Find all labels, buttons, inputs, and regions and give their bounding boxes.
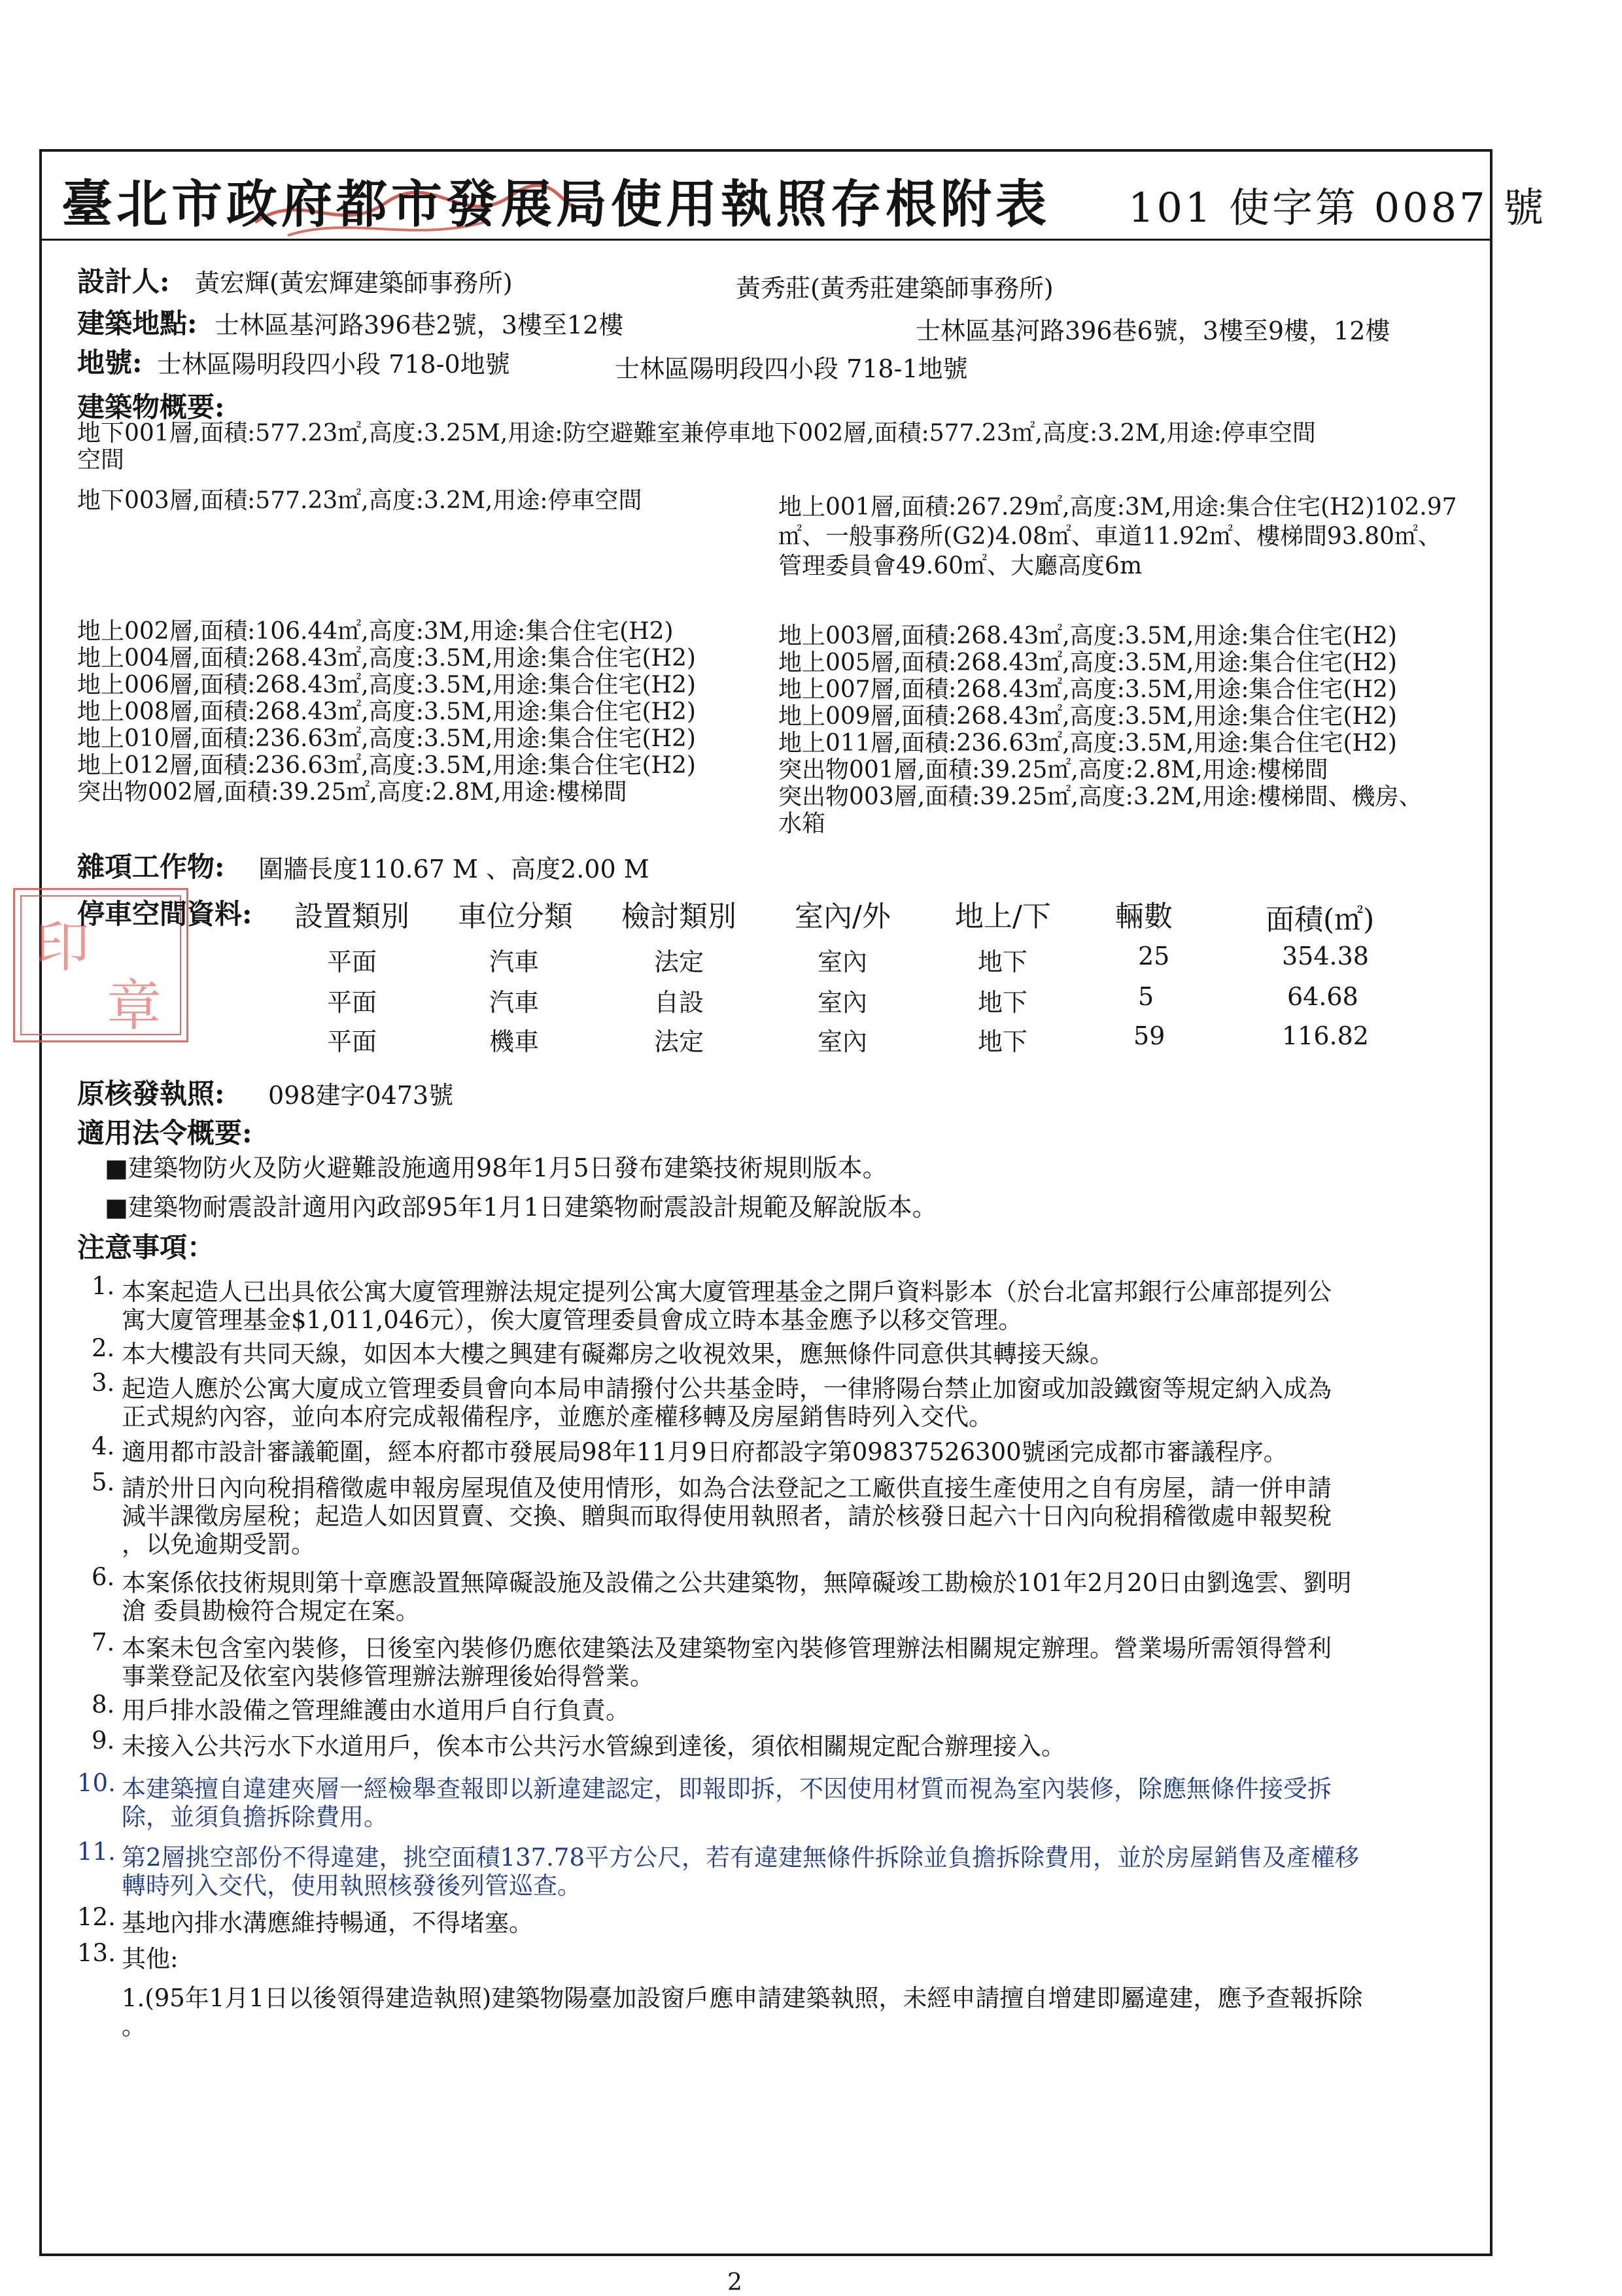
floor-left-2: 地上006層,面積:268.43㎡,高度:3.5M,用途:集合住宅(H2) [77, 672, 696, 698]
parking-label: 停車空間資料: [77, 898, 252, 930]
note-2-num: 2. [92, 1334, 115, 1362]
overview-label: 建築物概要: [77, 391, 225, 423]
parking-r3-c1: 平面 [327, 1027, 377, 1056]
ground-001-line-3: 管理委員會49.60㎡、大廳高度6m [778, 553, 1143, 579]
parking-r3-c2: 機車 [489, 1027, 540, 1056]
designer-name-2: 黃秀莊(黃秀莊建築師事務所) [736, 274, 1054, 303]
parking-r2-c6: 5 [1138, 982, 1154, 1011]
parking-r2-c2: 汽車 [489, 988, 540, 1017]
parking-r2-c7: 64.68 [1287, 982, 1358, 1011]
floor-left-3: 地上008層,面積:268.43㎡,高度:3.5M,用途:集合住宅(H2) [77, 698, 696, 725]
ground-001-line-1: 地上001層,面積:267.29㎡,高度:3M,用途:集合住宅(H2)102.97 [778, 494, 1457, 521]
basement-003: 地下003層,面積:577.23㎡,高度:3.2M,用途:停車空間 [77, 487, 642, 514]
lot-number-2: 士林區陽明段四小段 718-1地號 [615, 354, 968, 383]
parking-header-type: 設置類別 [294, 900, 409, 933]
location-label: 建築地點: [77, 307, 198, 339]
lot-label: 地號: [77, 347, 143, 379]
parking-r3-c3: 法定 [654, 1027, 704, 1056]
notes-label: 注意事項： [77, 1231, 215, 1263]
parking-r2-c3: 自設 [654, 988, 704, 1017]
official-seal-stamp: 印 章 [13, 888, 188, 1042]
page-number: 2 [727, 2269, 742, 2296]
basement-001-002: 地下001層,面積:577.23㎡,高度:3.25M,用途:防空避難室兼停車地下002層,面積:577.23㎡,高度:3.2M,用途:停車空間 [77, 420, 1316, 447]
note-1-num: 1. [92, 1272, 115, 1300]
note-6-line-2: 滄 委員勘檢符合規定在案。 [122, 1597, 420, 1625]
law-item-2: ■建築物耐震設計適用內政部95年1月1日建築物耐震設計規範及解說版本。 [105, 1193, 937, 1222]
note-13-line-3: 。 [122, 2012, 146, 2040]
law-item-1: ■建築物防火及防火避難設施適用98年1月5日發布建築技術規則版本。 [105, 1154, 888, 1182]
parking-header-class: 車位分類 [458, 900, 573, 933]
parking-header-area: 面積(㎡) [1266, 903, 1375, 936]
note-4-num: 4. [92, 1432, 115, 1460]
note-13-num: 13. [77, 1939, 116, 1967]
parking-r3-c5: 地下 [978, 1027, 1028, 1056]
parking-r1-c4: 室內 [818, 948, 868, 976]
parking-header-indoor: 室內/外 [795, 900, 891, 933]
note-6-num: 6. [92, 1563, 115, 1591]
note-3-line-1: 起造人應於公寓大廈成立管理委員會向本局申請撥付公共基金時，一律將陽台禁止加窗或加設鐵窗等規定納入成為 [122, 1375, 1332, 1403]
ground-001-line-2: ㎡、一般事務所(G2)4.08㎡、車道11.92㎡、樓梯間93.80㎡、 [778, 523, 1442, 550]
parking-r1-c2: 汽車 [489, 948, 540, 976]
parking-r3-c7: 116.82 [1282, 1021, 1369, 1050]
note-5-line-2: 減半課徵房屋稅；起造人如因買賣、交換、贈與而取得使用執照者，請於核發日起六十日內向稅捐稽徵處申報契稅 [122, 1502, 1332, 1530]
parking-r1-c6: 25 [1138, 942, 1170, 970]
note-6-line-1: 本案係依技術規則第十章應設置無障礙設施及設備之公共建築物，無障礙竣工勘檢於101年2月20日由劉逸雲、劉明 [122, 1569, 1352, 1597]
note-11-line-1: 第2層挑空部份不得違建，挑空面積137.78平方公尺，若有違建無條件拆除並負擔拆除費用，並於房屋銷售及產權移 [122, 1843, 1360, 1872]
note-11-num: 11. [77, 1838, 116, 1866]
parking-r1-c7: 354.38 [1282, 942, 1369, 970]
note-13-line-2: 1.(95年1月1日以後領得建造執照)建築物陽臺加設窗戶應申請建築執照，未經申請擅自增建即屬違建，應予查報拆除 [122, 1984, 1363, 2012]
floor-left-5: 地上012層,面積:236.63㎡,高度:3.5M,用途:集合住宅(H2) [77, 752, 696, 779]
parking-r2-c4: 室內 [818, 988, 868, 1017]
note-9-num: 9. [92, 1726, 115, 1755]
location-address-1: 士林區基河路396巷2號，3樓至12樓 [215, 311, 624, 339]
designer-label: 設計人: [77, 266, 170, 298]
note-13-line-1: 其他: [122, 1945, 179, 1973]
note-7-line-2: 事業登記及依室內裝修管理辦法辦理後始得營業。 [122, 1662, 654, 1690]
note-10-line-2: 除，並須負擔拆除費用。 [122, 1803, 388, 1831]
note-8-num: 8. [92, 1690, 115, 1719]
floor-right-0: 地上003層,面積:268.43㎡,高度:3.5M,用途:集合住宅(H2) [778, 623, 1397, 649]
parking-r1-c1: 平面 [327, 948, 377, 976]
note-8-line-1: 用戶排水設備之管理維護由水道用戶自行負責。 [122, 1696, 630, 1724]
parking-r1-c3: 法定 [654, 948, 704, 976]
floor-right-4: 地上011層,面積:236.63㎡,高度:3.5M,用途:集合住宅(H2) [778, 730, 1397, 757]
parking-header-count: 輛數 [1115, 900, 1173, 933]
floor-right-6: 突出物003層,面積:39.25㎡,高度:3.2M,用途:樓梯間、機房、 [778, 783, 1423, 810]
location-address-2: 士林區基河路396巷6號，3樓至9樓，12樓 [916, 317, 1390, 345]
note-10-num: 10. [77, 1769, 116, 1797]
note-12-line-1: 基地內排水溝應維持暢通，不得堵塞。 [122, 1909, 533, 1937]
parking-r3-c6: 59 [1133, 1021, 1165, 1050]
laws-label: 適用法令概要: [77, 1117, 252, 1149]
parking-r2-c1: 平面 [327, 988, 377, 1017]
misc-label: 雜項工作物: [77, 851, 225, 883]
basement-cont: 空間 [77, 447, 125, 473]
note-7-num: 7. [92, 1628, 115, 1656]
note-5-num: 5. [92, 1468, 115, 1496]
floor-left-4: 地上010層,面積:236.63㎡,高度:3.5M,用途:集合住宅(H2) [77, 725, 696, 752]
note-5-line-3: ，以免逾期受罰。 [122, 1530, 315, 1558]
floor-left-1: 地上004層,面積:268.43㎡,高度:3.5M,用途:集合住宅(H2) [77, 645, 696, 672]
misc-value: 圍牆長度110.67 M 、高度2.00 M [258, 855, 649, 883]
lot-number-1: 士林區陽明段四小段 718-0地號 [157, 350, 510, 379]
floor-right-1: 地上005層,面積:268.43㎡,高度:3.5M,用途:集合住宅(H2) [778, 649, 1397, 676]
floor-left-6: 突出物002層,面積:39.25㎡,高度:2.8M,用途:樓梯間 [77, 779, 627, 806]
floor-right-7: 水箱 [778, 810, 826, 837]
floor-right-3: 地上009層,面積:268.43㎡,高度:3.5M,用途:集合住宅(H2) [778, 703, 1397, 730]
parking-header-level: 地上/下 [955, 900, 1051, 933]
original-permit-value: 098建字0473號 [268, 1081, 454, 1110]
note-2-line-1: 本大樓設有共同天線，如因本大樓之興建有礙鄰房之收視效果，應無條件同意供其轉接天線。 [122, 1340, 1114, 1368]
floor-left-0: 地上002層,面積:106.44㎡,高度:3M,用途:集合住宅(H2) [77, 618, 674, 645]
note-10-line-1: 本建築擅自違建夾層一經檢舉查報即以新違建認定，即報即拆，不因使用材質而視為室內裝修，除應無條件接受拆 [122, 1775, 1332, 1803]
parking-r2-c5: 地下 [978, 988, 1028, 1017]
note-4-line-1: 適用都市設計審議範圍，經本府都市發展局98年11月9日府都設字第09837526300號函完成都市審議程序。 [122, 1438, 1288, 1466]
note-11-line-2: 轉時列入交代，使用執照核發後列管巡查。 [122, 1872, 581, 1900]
floor-right-5: 突出物001層,面積:39.25㎡,高度:2.8M,用途:樓梯間 [778, 757, 1328, 783]
parking-header-review: 檢討類別 [621, 900, 736, 933]
note-7-line-1: 本案未包含室內裝修，日後室內裝修仍應依建築法及建築物室內裝修管理辦法相關規定辦理。營業場所需領得營利 [122, 1634, 1332, 1662]
note-5-line-1: 請於卅日內向稅捐稽徵處申報房屋現值及使用情形，如為合法登記之工廠供直接生產使用之自有房屋，請一併申請 [122, 1474, 1332, 1502]
parking-r1-c5: 地下 [978, 948, 1028, 976]
note-3-num: 3. [92, 1369, 115, 1397]
note-1-line-1: 本案起造人已出具依公寓大廈管理辦法規定提列公寓大廈管理基金之開戶資料影本（於台北富邦銀行公庫部提列公 [122, 1278, 1332, 1306]
parking-r3-c4: 室內 [818, 1027, 868, 1056]
designer-name-1: 黃宏輝(黃宏輝建築師事務所) [195, 269, 513, 298]
note-1-line-2: 寓大廈管理基金$1,011,046元），俟大廈管理委員會成立時本基金應予以移交管理。 [122, 1306, 1023, 1334]
original-permit-label: 原核發執照: [77, 1078, 225, 1110]
page-title: 臺北市政府都市發展局使用執照存根附表 [61, 175, 1051, 234]
note-12-num: 12. [77, 1903, 116, 1931]
floor-right-2: 地上007層,面積:268.43㎡,高度:3.5M,用途:集合住宅(H2) [778, 676, 1397, 703]
note-3-line-2: 正式規約內容，並向本府完成報備程序，並應於產權移轉及房屋銷售時列入交代。 [122, 1403, 993, 1431]
permit-number: 101 使字第 0087 號 [1128, 184, 1547, 231]
note-9-line-1: 未接入公共污水下水道用戶，俟本市公共污水管線到達後，須依相關規定配合辦理接入。 [122, 1732, 1065, 1760]
